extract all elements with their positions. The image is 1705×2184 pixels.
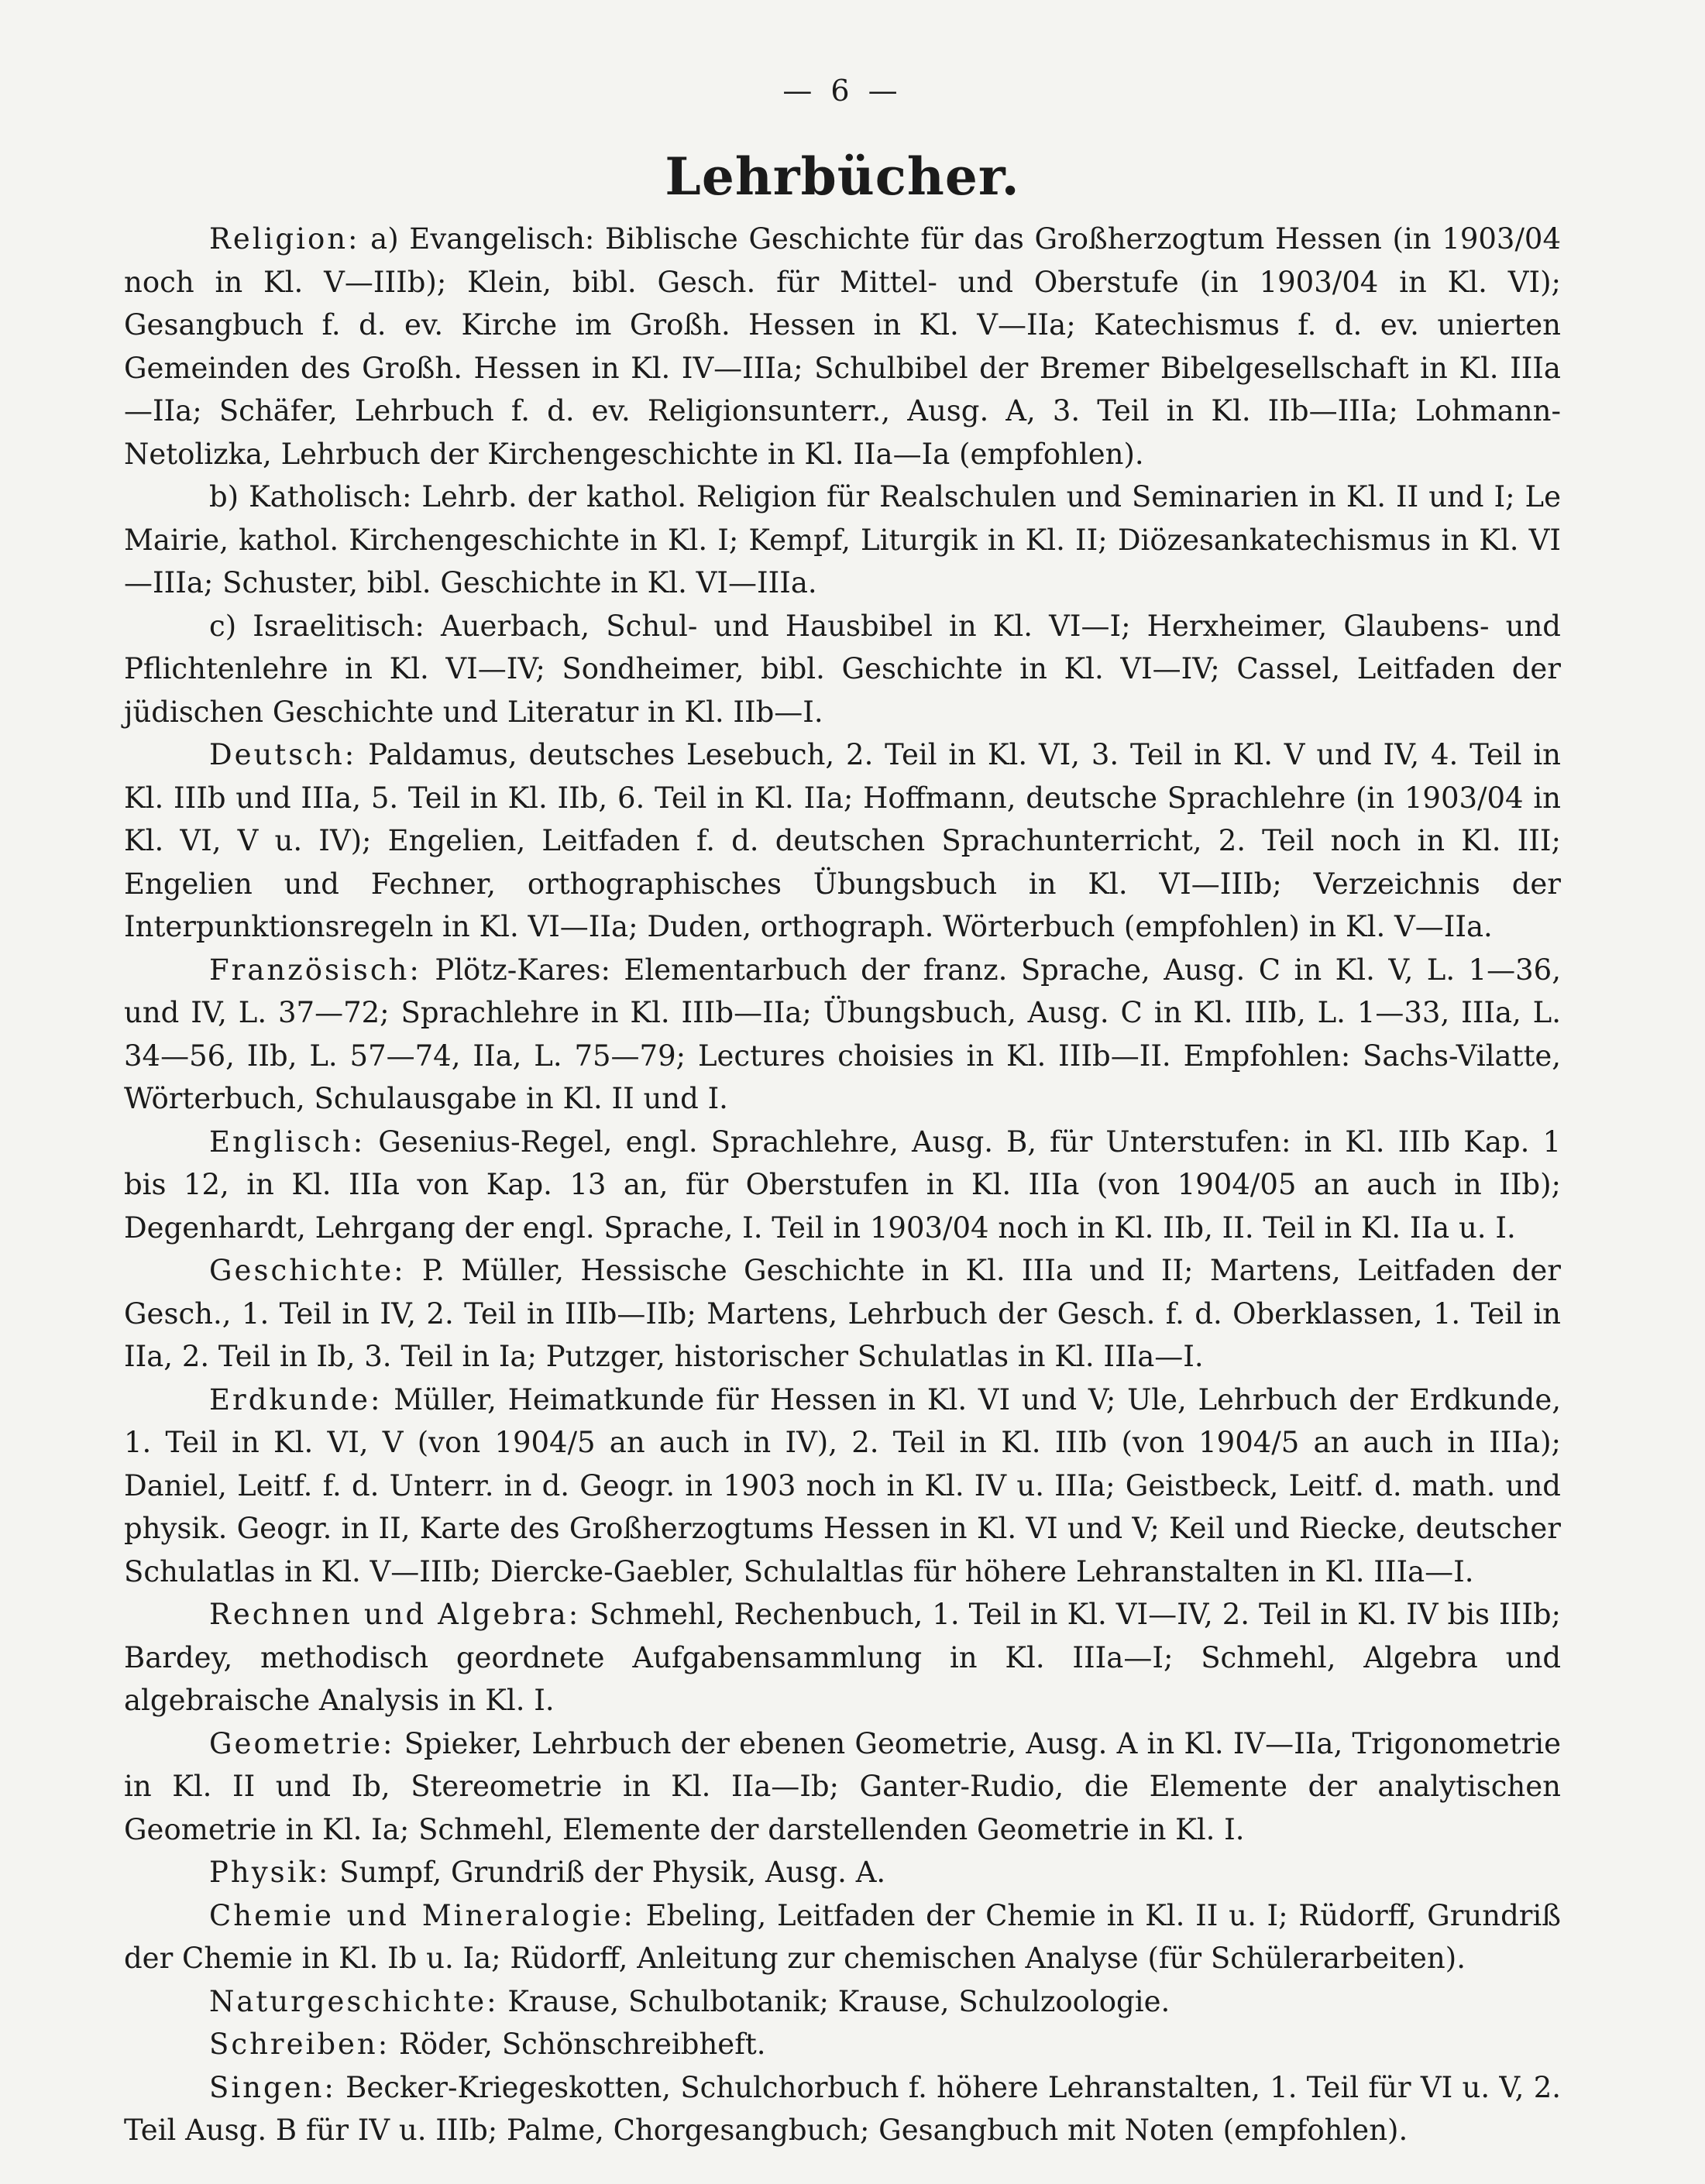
paragraph-text: Gesenius-Regel, engl. Sprachlehre, Ausg. B, für Unterstufen: in Kl. IIIb Kap. 1 bis 12, in Kl. IIIa von Kap. 13 an, für Oberstufen in Kl. IIIa (von 1904/05 an auch in IIb); Degenhardt, Lehrgang der engl. Sprache, I. Teil in 1903/04 noch in Kl. IIb, II. Teil in Kl. IIa u. I. xyxy=(124,1125,1561,1245)
paragraph-religion-katholisch xyxy=(124,476,1561,605)
paragraph-text: Becker-Kriegeskotten, Schulchorbuch f. höhere Lehranstalten, 1. Teil für VI u. V, 2. Teil Ausg. B für IV u. IIIb; Palme, Chorgesangbuch; Gesangbuch mit Noten (empfohlen). xyxy=(124,2070,1561,2147)
paragraph-geschichte xyxy=(124,1249,1561,1379)
paragraph-text: Paldamus, deutsches Lesebuch, 2. Teil in Kl. VI, 3. Teil in Kl. V und IV, 4. Teil in Kl. IIIb und IIIa, 5. Teil in Kl. IIb, 6. Teil in Kl. IIa; Hoffmann, deutsche Sprachlehre (in 1903/04 in Kl. VI, V u. IV); Engelien, Leitfaden f. d. deutschen Sprachunterricht, 2. Teil noch in Kl. III; Engelien und Fechner, orthographisches Übungsbuch in Kl. VI—IIIb; Verzeichnis der Interpunktionsregeln in Kl. VI—IIa; Duden, orthograph. Wörterbuch (empfohlen) in Kl. V—IIa. xyxy=(124,738,1561,943)
paragraph-text: Schmehl, Rechenbuch, 1. Teil in Kl. VI—IV, 2. Teil in Kl. IV bis IIIb; Bardey, methodisch geordnete Aufgabensammlung in Kl. IIIa—I; Schmehl, Algebra und algebraische Analysis in Kl. I. xyxy=(124,1598,1561,1717)
subject-label: Erdkunde: xyxy=(209,1382,383,1417)
paragraph-englisch xyxy=(124,1121,1561,1250)
paragraph-text: Spieker, Lehrbuch der ebenen Geometrie, Ausg. A in Kl. IV—IIa, Trigonometrie in Kl. II und Ib, Stereometrie in Kl. IIa—Ib; Ganter-Rudio, die Elemente der analytischen Geometrie in Kl. Ia; Schmehl, Elemente der darstellenden Geometrie in Kl. I. xyxy=(124,1726,1561,1846)
subject-label: Geometrie: xyxy=(209,1726,395,1760)
subject-label: Physik: xyxy=(209,1856,331,1889)
paragraph-deutsch xyxy=(124,733,1561,949)
paragraph-religion-evangelisch xyxy=(124,218,1561,476)
paragraph-franzoesisch xyxy=(124,949,1561,1121)
paragraph-text: Sumpf, Grundriß der Physik, Ausg. A. xyxy=(330,1856,886,1889)
paragraph-text: P. Müller, Hessische Geschichte in Kl. IIIa und II; Martens, Leitfaden der Gesch., 1. Teil in IV, 2. Teil in IIIb—IIb; Martens, Lehrbuch der Gesch. f. d. Oberklassen, 1. Teil in IIa, 2. Teil in Ib, 3. Teil in Ia; Putzger, historischer Schulatlas in Kl. IIIa—I. xyxy=(124,1254,1561,1373)
subject-label: Naturgeschichte: xyxy=(209,1984,499,2018)
paragraph-chemie-mineralogie xyxy=(124,1894,1561,1980)
subject-label: Chemie und Mineralogie: xyxy=(209,1898,635,1932)
paragraph-geometrie xyxy=(124,1722,1561,1852)
textbook-list xyxy=(124,218,1561,2152)
paragraph-text: b) Katholisch: Lehrb. der kathol. Religion für Realschulen und Seminarien in Kl. II und I; Le Mairie, kathol. Kirchengeschichte in Kl. I; Kempf, Liturgik in Kl. II; Diözesankatechismus in Kl. VI—IIIa; Schuster, bibl. Geschichte in Kl. VI—IIIa. xyxy=(124,480,1561,599)
document-page xyxy=(124,74,1561,2165)
paragraph-text: Röder, Schönschreibheft. xyxy=(390,2028,766,2061)
paragraph-singen xyxy=(124,2066,1561,2152)
subject-label: Deutsch: xyxy=(209,738,357,771)
page-number: — 6 — xyxy=(782,74,902,108)
paragraph-religion-israelitisch xyxy=(124,605,1561,734)
paragraph-erdkunde xyxy=(124,1379,1561,1594)
paragraph-text: Ebeling, Leitfaden der Chemie in Kl. II u. I; Rüdorff, Grundriß der Chemie in Kl. Ib u. Ia; Rüdorff, Anleitung zur chemischen Analyse (für Schülerarbeiten). xyxy=(124,1898,1561,1975)
paragraph-text: a) Evangelisch: Biblische Geschichte für das Großherzogtum Hessen (in 1903/04 noch in Kl. V—IIIb); Klein, bibl. Gesch. für Mittel- und Oberstufe (in 1903/04 in Kl. VI); Gesangbuch f. d. ev. Kirche im Großh. Hessen in Kl. V—IIa; Katechismus f. d. ev. unierten Gemeinden des Großh. Hessen in Kl. IV—IIIa; Schulbibel der Bremer Bibelgesellschaft in Kl. IIIa—IIa; Schäfer, Lehrbuch f. d. ev. Religionsunterr., Ausg. A, 3. Teil in Kl. IIb—IIIa; Lohmann-Netolizka, Lehrbuch der Kirchengeschichte in Kl. IIa—Ia (empfohlen). xyxy=(124,222,1561,471)
subject-label: Geschichte: xyxy=(209,1254,406,1287)
paragraph-schreiben xyxy=(124,2023,1561,2066)
paragraph-text: Müller, Heimatkunde für Hessen in Kl. VI und V; Ule, Lehrbuch der Erdkunde, 1. Teil in Kl. VI, V (von 1904/5 an auch in IV), 2. Teil in Kl. IIIb (von 1904/5 an auch in IIIa); Daniel, Leitf. f. d. Unterr. in d. Geogr. in 1903 noch in Kl. IV u. IIIa; Geistbeck, Leitf. d. math. und physik. Geogr. in II, Karte des Großherzogtums Hessen in Kl. VI und V; Keil und Riecke, deutscher Schulatlas in Kl. V—IIIb; Diercke-Gaebler, Schulaltlas für höhere Lehranstalten in Kl. IIIa—I. xyxy=(124,1382,1561,1588)
subject-label: Englisch: xyxy=(209,1125,366,1159)
paragraph-rechnen-algebra xyxy=(124,1593,1561,1722)
paragraph-text: Plötz-Kares: Elementarbuch der franz. Sprache, Ausg. C in Kl. V, L. 1—36, und IV, L. 37—72; Sprachlehre in Kl. IIIb—IIa; Übungsbuch, Ausg. C in Kl. IIIb, L. 1—33, IIIa, L. 34—56, IIb, L. 57—74, IIa, L. 75—79; Lectures choisies in Kl. IIIb—II. Empfohlen: Sachs-Vilatte, Wörterbuch, Schulausgabe in Kl. II und I. xyxy=(124,953,1561,1115)
paragraph-physik xyxy=(124,1851,1561,1894)
paragraph-naturgeschichte xyxy=(124,1980,1561,2024)
page-title: Lehrbücher. xyxy=(665,146,1020,207)
subject-label: Singen: xyxy=(209,2070,336,2104)
subject-label: Rechnen und Algebra: xyxy=(209,1598,581,1631)
subject-label: Schreiben: xyxy=(209,2028,390,2061)
subject-label: Französisch: xyxy=(209,953,421,987)
paragraph-text: c) Israelitisch: Auerbach, Schul- und Hausbibel in Kl. VI—I; Herxheimer, Glaubens- und Pflichtenlehre in Kl. VI—IV; Sondheimer, bibl. Geschichte in Kl. VI—IV; Cassel, Leitfaden der jüdischen Geschichte und Literatur in Kl. IIb—I. xyxy=(124,609,1561,729)
subject-label: Religion: xyxy=(209,222,360,256)
paragraph-text: Krause, Schulbotanik; Krause, Schulzoologie. xyxy=(498,1984,1170,2018)
